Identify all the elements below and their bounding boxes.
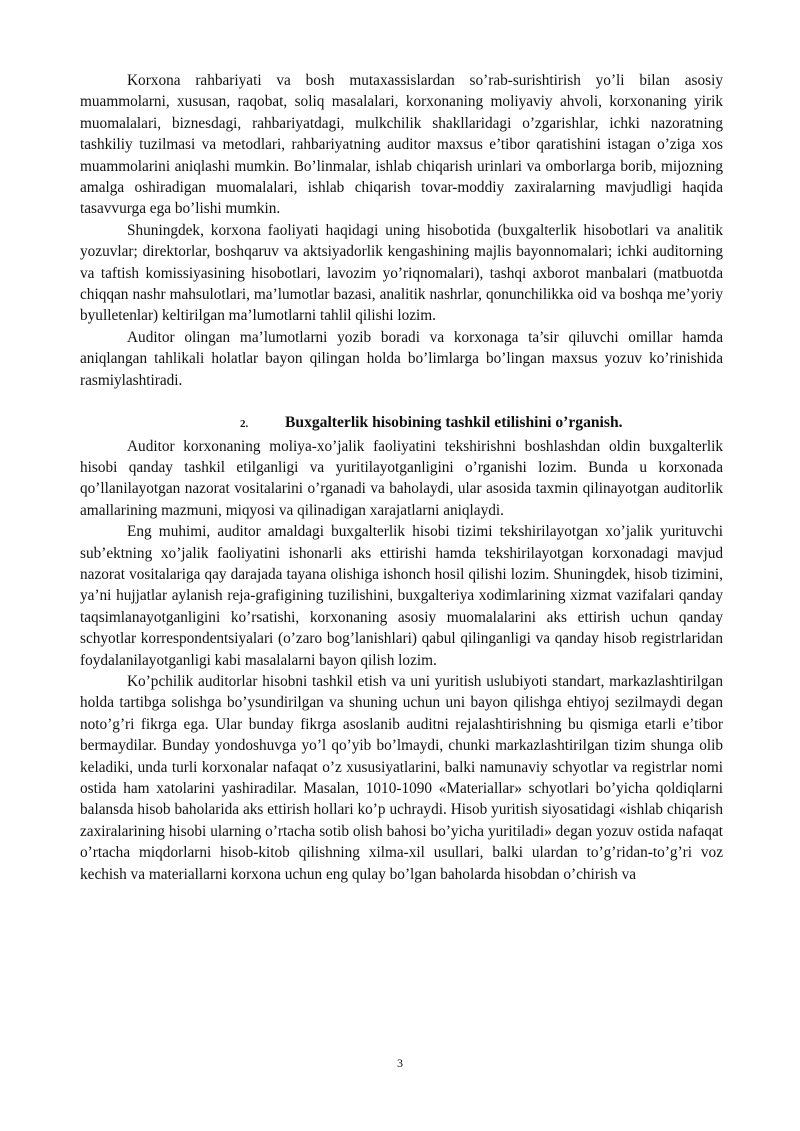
document-page: [80, 70, 723, 885]
paragraph-2: Shuningdek, korxona faoliyati haqidagi uning hisobotida (buxgalterlik hisobotlari va analitik yozuvlar; direktorlar, boshqaruv va aktsiyadorlik kengashining majlis bayonnomalari; ichki auditorning va taftish komissiyasining hisobotlari, lavozim yo’riqnomalari), tashqi axborot manbalari (matbuotda chiqqan nashr mahsulotlari, ma’lumotlar bazasi, analitik nashrlar, qonunchilikka oid va boshqa me’yoriy byulletenlar) keltirilgan ma’lumotlarni tahlil qilishi lozim.: [80, 221, 723, 325]
section-number: 2.: [240, 418, 249, 431]
paragraph-4: Auditor korxonaning moliya-xo’jalik faoliyatini tekshirishni boshlashdan oldin buxgalterlik hisobi qanday tashkil etilganligi va yuritilayotganligini o’rganishi lozim. Bunda u korxonada qo’llanilayotgan nazorat vositalarini o’rganadi va baholaydi, ular asosida taxmin qilinayotgan auditorlik amallarining mazmuni, miqyosi va qilinadigan xarajatlarni aniqlaydi.: [80, 437, 723, 519]
paragraph-1: Korxona rahbariyati va bosh mutaxassislardan so’rab-surishtirish yo’li bilan asosiy muammolarni, xususan, raqobat, soliq masalalari, korxonaning moliyaviy ahvoli, korxonaning yirik muomalalari, biznesdagi, rahbariyatdagi, mulkchilik shakllaridagi o’zgarishlar, ichki nazoratning tashkiliy tuzilmasi va metodlari, rahbariyatning auditor maxsus e’tibor qaratishini istagan o’ziga xos muammolarini aniqlashi mumkin. Bo’linmalar, ishlab chiqarish urinlari va omborlarga borib, mijozning amalga oshiradigan muomalalari, ishlab chiqarish tovar-moddiy zaxiralarning mavjudligi haqida tasavvurga ega bo’lishi mumkin.: [80, 72, 723, 218]
section-heading: [80, 412, 723, 435]
paragraph-5: Eng muhimi, auditor amaldagi buxgalterlik hisobi tizimi tekshirilayotgan xo’jalik yurituvchi sub’ektning xo’jalik faoliyatini ishonarli aks ettirishi hamda tekshirilayotgan korxonadagi mavjud nazorat vositalariga qay darajada tayana olishiga ishonch hosil qilishi lozim. Shuningdek, hisob tizimini, ya’ni hujjatlar aylanish reja-grafigining tuzilishini, buxgalteriya xodimlarining xizmat vazifalari qanday taqsimlanayotganligini ko’rsatishi, korxonaning asosiy muomalalarini aks ettirish uchun qanday schyotlar korrespondentsiyalari (o’zaro bog’lanishlari) qabul qilinganligi va qanday hisob registrlaridan foydalanilayotganligi kabi masalalarni bayon qilish lozim.: [80, 523, 723, 669]
paragraph-3: Auditor olingan ma’lumotlarni yozib boradi va korxonaga ta’sir qiluvchi omillar hamda aniqlangan tahlikali holatlar bayon qilingan holda bo’limlarga bo’lingan maxsus yozuv ko’rinishida rasmiylashtiradi.: [80, 328, 723, 389]
page-number: 3: [397, 1056, 403, 1070]
section-title: Buxgalterlik hisobining tashkil etilishini o’rganish.: [285, 414, 623, 432]
paragraph-6: Ko’pchilik auditorlar hisobni tashkil etish va uni yuritish uslubiyoti standart, markazlashtirilgan holda tartibga solishga bo’ysundirilgan va shuning uchun uni bayon qilishga ehtiyoj sezilmaydi degan noto’g’ri fikrga ega. Ular bunday fikrga asoslanib auditni rejalashtirishning bu qismiga etarli e’tibor bermaydilar. Bunday yondoshuvga yo’l qo’yib bo’lmaydi, chunki markazlashtirilgan tizim shunga olib keladiki, unda turli korxonalar nafaqat o’z xususiyatlarini, balki namunaviy schyotlar va registrlar nomi ostida ham xatolarini yashiradilar. Masalan, 1010-1090 «Materiallar» schyotlari bo’yicha qoldiqlarni balansda hisob baholarida aks ettirish hollari ko’p uchraydi. Hisob yuritish siyosatidagi «ishlab chiqarish zaxiralarining hisobi ularning o’rtacha sotib olish bahosi bo’yicha yuritiladi» degan yozuv ostida nafaqat o’rtacha miqdorlarni hisob-kitob qilishning xilma-xil usullari, balki ulardan to’g’ridan-to’g’ri voz kechish va materiallarni korxona uchun eng qulay bo’lgan baholarda hisobdan o’chirish va: [80, 672, 723, 883]
